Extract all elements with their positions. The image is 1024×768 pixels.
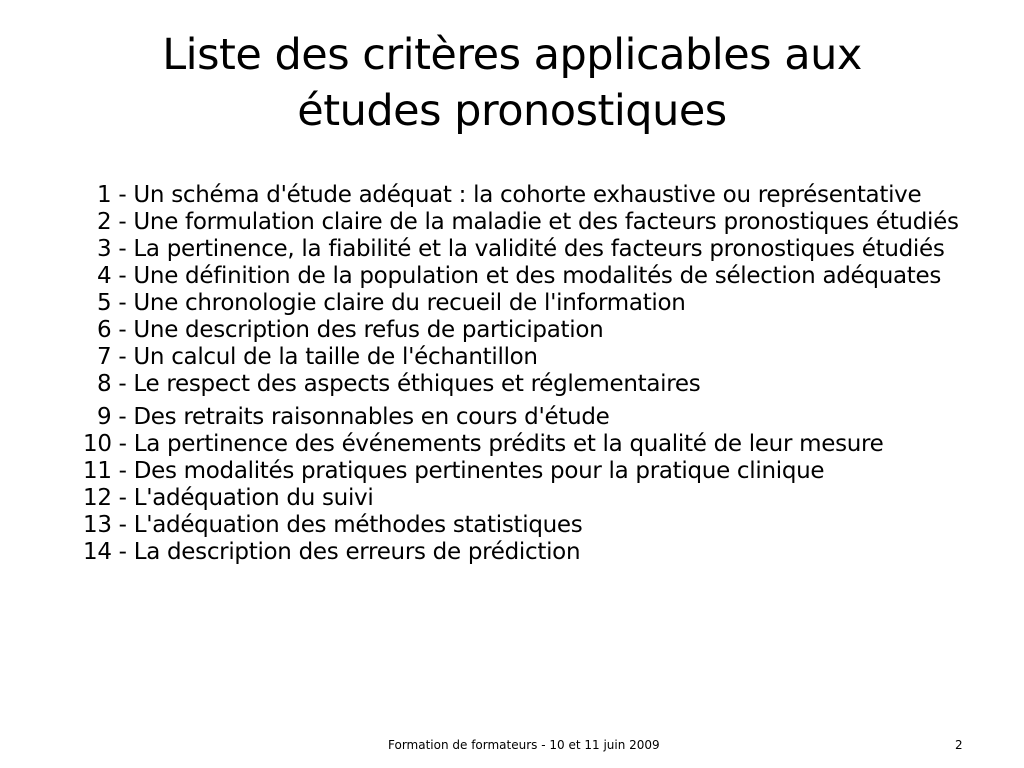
criterion-item: 7 - Un calcul de la taille de l'échantillon	[83, 344, 538, 370]
slide-title	[60, 27, 964, 139]
slide-title-line: études pronostiques	[297, 86, 727, 136]
criteria-list	[83, 182, 973, 566]
criterion-item: 13 - L'adéquation des méthodes statistiques	[83, 512, 583, 538]
criterion-item: 6 - Une description des refus de participation	[83, 317, 604, 343]
criterion-item: 9 - Des retraits raisonnables en cours d'étude	[83, 404, 610, 430]
criterion-item: 12 - L'adéquation du suivi	[83, 485, 374, 511]
criterion-item: 3 - La pertinence, la fiabilité et la validité des facteurs pronostiques étudiés	[83, 236, 945, 262]
page-number: 2	[955, 738, 963, 752]
criterion-item: 2 - Une formulation claire de la maladie et des facteurs pronostiques étudiés	[83, 209, 959, 235]
criterion-item: 4 - Une définition de la population et des modalités de sélection adéquates	[83, 263, 942, 289]
criterion-item: 5 - Une chronologie claire du recueil de l'information	[83, 290, 686, 316]
criterion-item: 14 - La description des erreurs de prédiction	[83, 539, 581, 565]
criterion-item: 1 - Un schéma d'étude adéquat : la cohorte exhaustive ou représentative	[83, 182, 922, 208]
slide-footer: Formation de formateurs - 10 et 11 juin 2009	[388, 738, 660, 752]
criterion-item: 11 - Des modalités pratiques pertinentes pour la pratique clinique	[83, 458, 825, 484]
criterion-item: 10 - La pertinence des événements prédits et la qualité de leur mesure	[83, 431, 884, 457]
slide-title-line: Liste des critères applicables aux	[162, 30, 862, 80]
criterion-item: 8 - Le respect des aspects éthiques et réglementaires	[83, 371, 701, 397]
